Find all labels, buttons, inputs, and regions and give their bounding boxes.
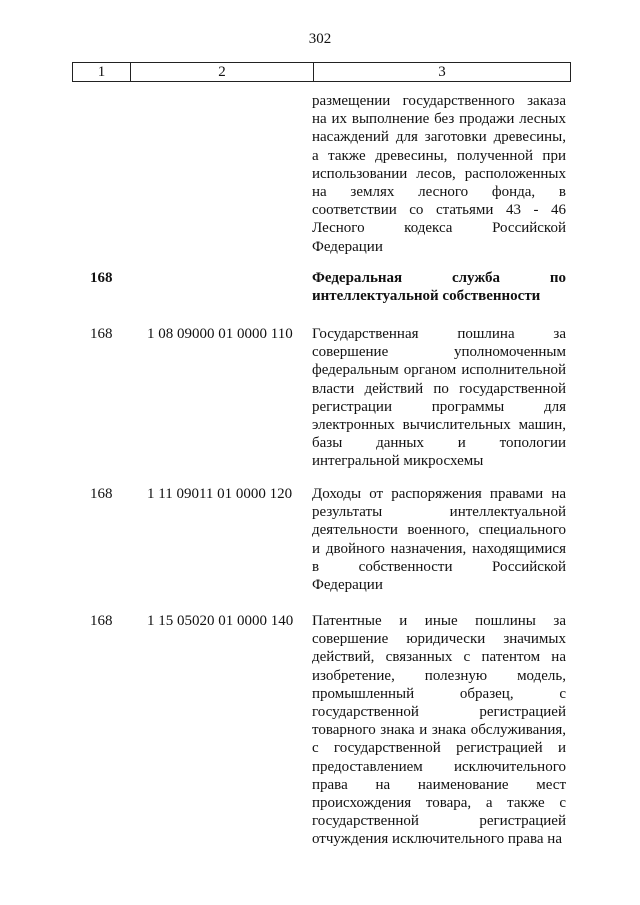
column-header-1: 1 bbox=[73, 63, 131, 82]
page-number: 302 bbox=[308, 31, 332, 47]
column-header-row bbox=[73, 63, 571, 82]
admin-code: 168 bbox=[90, 613, 113, 629]
budget-classification-code: 1 11 09011 01 0000 120 bbox=[147, 486, 293, 502]
column-header-3: 3 bbox=[314, 63, 571, 82]
revenue-description: размещении государственного заказа на их выполнение без продажи лесных насаждений для заготовки древесины, а также древесины, полученной при использовании лесов, расположенных на землях лесного фонда, в соответствии со статьями 43 - 46 Лесного кодекса Российской Федерации bbox=[312, 93, 566, 255]
revenue-description: Государственная пошлина за совершение уполномоченным федеральным органом исполнительной власти действий по государственной регистрации программы для электронных вычислительных машин, базы данных и топологии интегральной микросхемы bbox=[312, 326, 566, 470]
administrator-name: Федеральная служба по интеллектуальной собственности bbox=[312, 270, 566, 305]
revenue-description: Доходы от распоряжения правами на результаты интеллектуальной деятельности военного, специального и двойного назначения, находящимися в собственности Российской Федерации bbox=[312, 486, 566, 594]
admin-code: 168 bbox=[90, 486, 113, 502]
budget-classification-code: 1 08 09000 01 0000 110 bbox=[147, 326, 293, 342]
column-header-table bbox=[72, 62, 571, 82]
revenue-description: Патентные и иные пошлины за совершение юридически значимых действий, связанных с патентом на изобретение, полезную модель, промышленный образец, с государственной регистрацией товарного знака и знака обслуживания, с государственной регистрацией и предоставлением исключительного права на наименование мест происхождения товара, а также с государственной регистрацией отчуждения исключительного права на bbox=[312, 613, 566, 848]
admin-code: 168 bbox=[90, 270, 113, 286]
admin-code: 168 bbox=[90, 326, 113, 342]
column-header-2: 2 bbox=[131, 63, 314, 82]
budget-classification-code: 1 15 05020 01 0000 140 bbox=[147, 613, 294, 629]
